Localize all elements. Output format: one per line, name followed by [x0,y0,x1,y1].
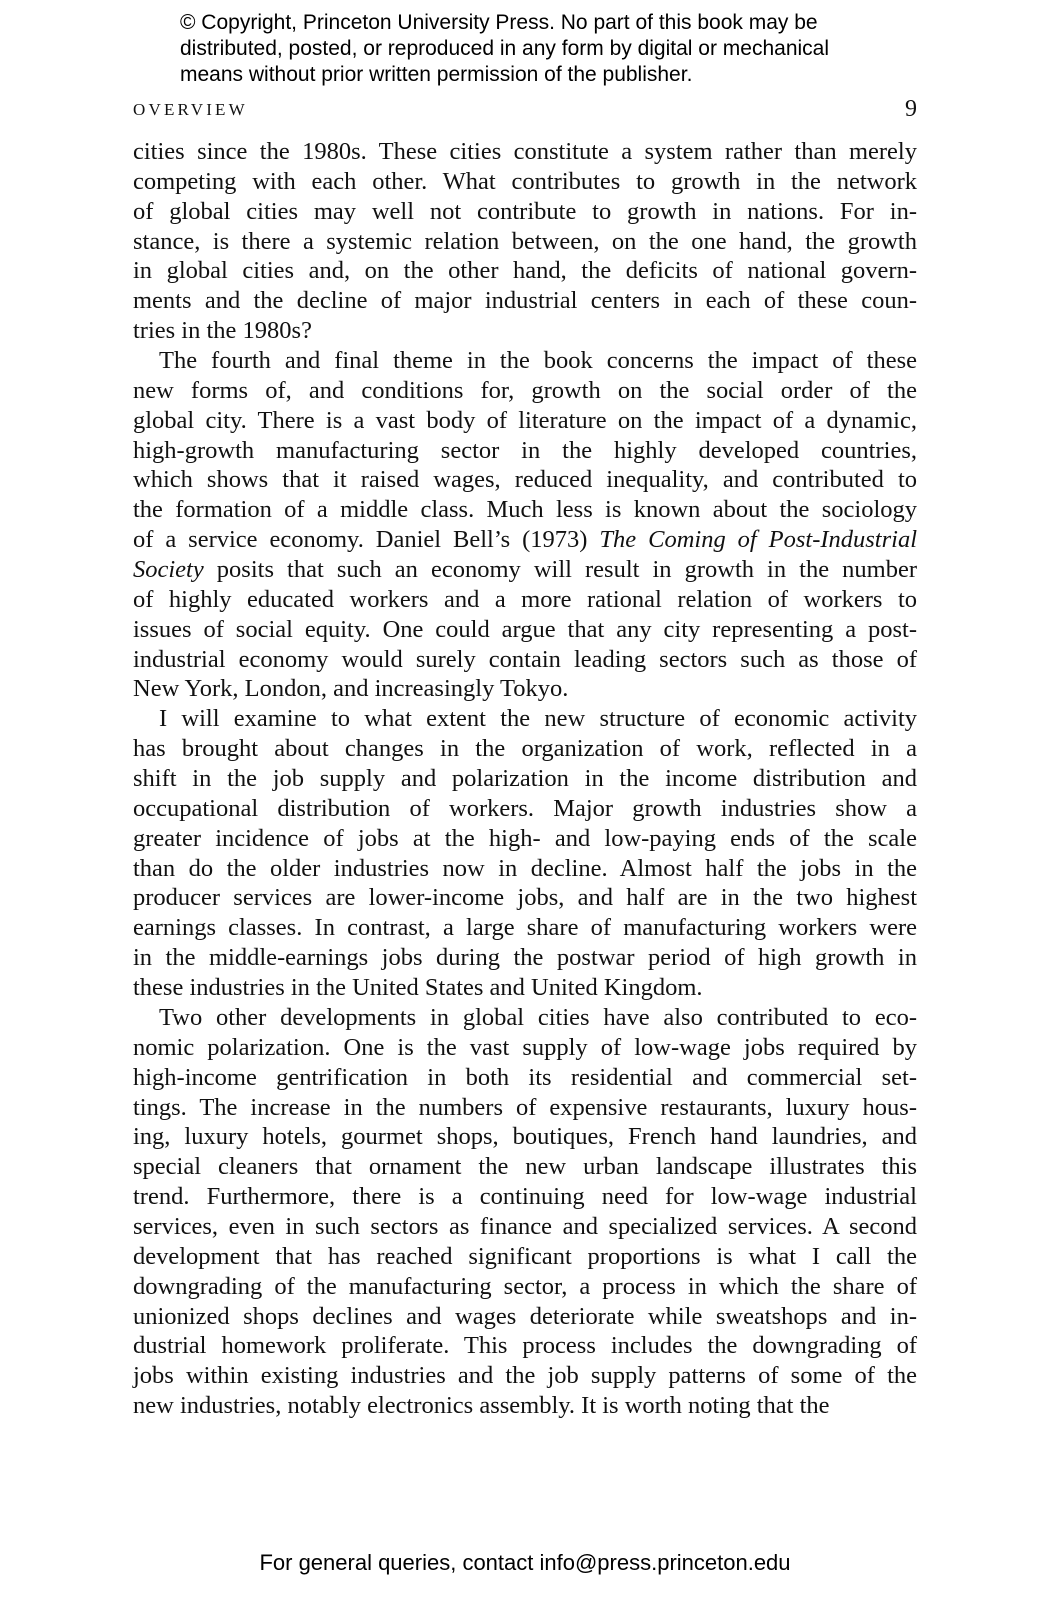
text-line: dustrial homework proliferate. This process includes the downgrading of [133,1332,917,1360]
body-text [133,137,917,1421]
text-line: special cleaners that ornament the new urban landscape illustrates this [133,1153,917,1181]
text-line: of highly educated workers and a more rational relation of workers to [133,585,917,613]
text-line: downgrading of the manufacturing sector, a process in which the share of [133,1272,917,1300]
paragraph [133,1003,917,1421]
copyright-line: © Copyright, Princeton University Press. No part of this book may be [180,11,818,34]
text-line: of global cities may well not contribute to growth in nations. For in- [133,197,917,225]
text-line: unionized shops declines and wages deteriorate while sweatshops and in- [133,1302,917,1330]
text-line: high-growth manufacturing sector in the highly developed countries, [133,436,917,464]
text-line: ments and the decline of major industrial centers in each of these coun- [133,287,917,315]
text-line: Society posits that such an economy will result in growth in the number [133,556,917,584]
text-line: stance, is there a systemic relation between, on the one hand, the growth [133,227,917,255]
text-line: new forms of, and conditions for, growth on the social order of the [133,376,917,404]
page-number: 9 [905,96,917,122]
text-line: cities since the 1980s. These cities constitute a system rather than merely [133,138,917,165]
text-line: producer services are lower-income jobs, and half are in the two highest [133,884,917,912]
text-line: Two other developments in global cities have also contributed to eco- [159,1003,917,1031]
text-line: earnings classes. In contrast, a large share of manufacturing workers were [133,914,917,942]
text-line: New York, London, and increasingly Tokyo. [133,675,569,703]
text-line: in the middle-earnings jobs during the postwar period of high growth in [133,944,917,972]
text-line: the formation of a middle class. Much less is known about the sociology [133,496,917,524]
paragraph [133,137,917,346]
running-head-title: OVERVIEW [133,100,248,119]
footer-contact: For general queries, contact info@press.princeton.edu [259,1550,791,1575]
running-head [133,98,917,126]
text-line: trend. Furthermore, there is a continuing need for low-wage industrial [133,1183,917,1211]
text-line: which shows that it raised wages, reduced inequality, and contributed to [133,466,917,494]
text-line: jobs within existing industries and the job supply patterns of some of the [133,1362,917,1390]
text-line: development that has reached significant proportions is what I call the [133,1242,917,1270]
text-line: The fourth and final theme in the book concerns the impact of these [159,347,917,375]
text-line: shift in the job supply and polarization in the income distribution and [133,765,917,793]
text-line: global city. There is a vast body of literature on the impact of a dynamic, [133,406,917,434]
copyright-notice [180,10,940,88]
text-line: has brought about changes in the organization of work, reflected in a [133,735,917,763]
paragraph [133,346,917,704]
text-line: in global cities and, on the other hand, the deficits of national govern- [133,257,917,285]
copyright-line: means without prior written permission of the publisher. [180,63,693,86]
text-line: greater incidence of jobs at the high- and low-paying ends of the scale [133,824,917,852]
text-line: new industries, notably electronics assembly. It is worth noting that the [133,1392,830,1420]
text-line: of a service economy. Daniel Bell’s (1973) The Coming of Post-Industrial [133,526,917,554]
text-line: competing with each other. What contributes to growth in the network [133,167,917,195]
text-line: high-income gentrification in both its residential and commercial set- [133,1063,917,1091]
text-line: occupational distribution of workers. Major growth industries show a [133,794,917,822]
text-line: I will examine to what extent the new structure of economic activity [159,705,917,733]
text-line: services, even in such sectors as finance and specialized services. A second [133,1212,917,1240]
copyright-line: distributed, posted, or reproduced in any form by digital or mechanical [180,37,830,60]
text-line: issues of social equity. One could argue that any city representing a post- [133,615,917,643]
text-line: nomic polarization. One is the vast supply of low-wage jobs required by [133,1033,917,1061]
text-line: than do the older industries now in decline. Almost half the jobs in the [133,854,917,882]
text-line: these industries in the United States and United Kingdom. [133,974,703,1002]
text-line: tries in the 1980s? [133,317,312,345]
text-line: ing, luxury hotels, gourmet shops, boutiques, French hand laundries, and [133,1123,917,1151]
paragraph [133,704,917,1003]
text-line: industrial economy would surely contain leading sectors such as those of [133,645,917,673]
text-line: tings. The increase in the numbers of expensive restaurants, luxury hous- [133,1093,917,1121]
